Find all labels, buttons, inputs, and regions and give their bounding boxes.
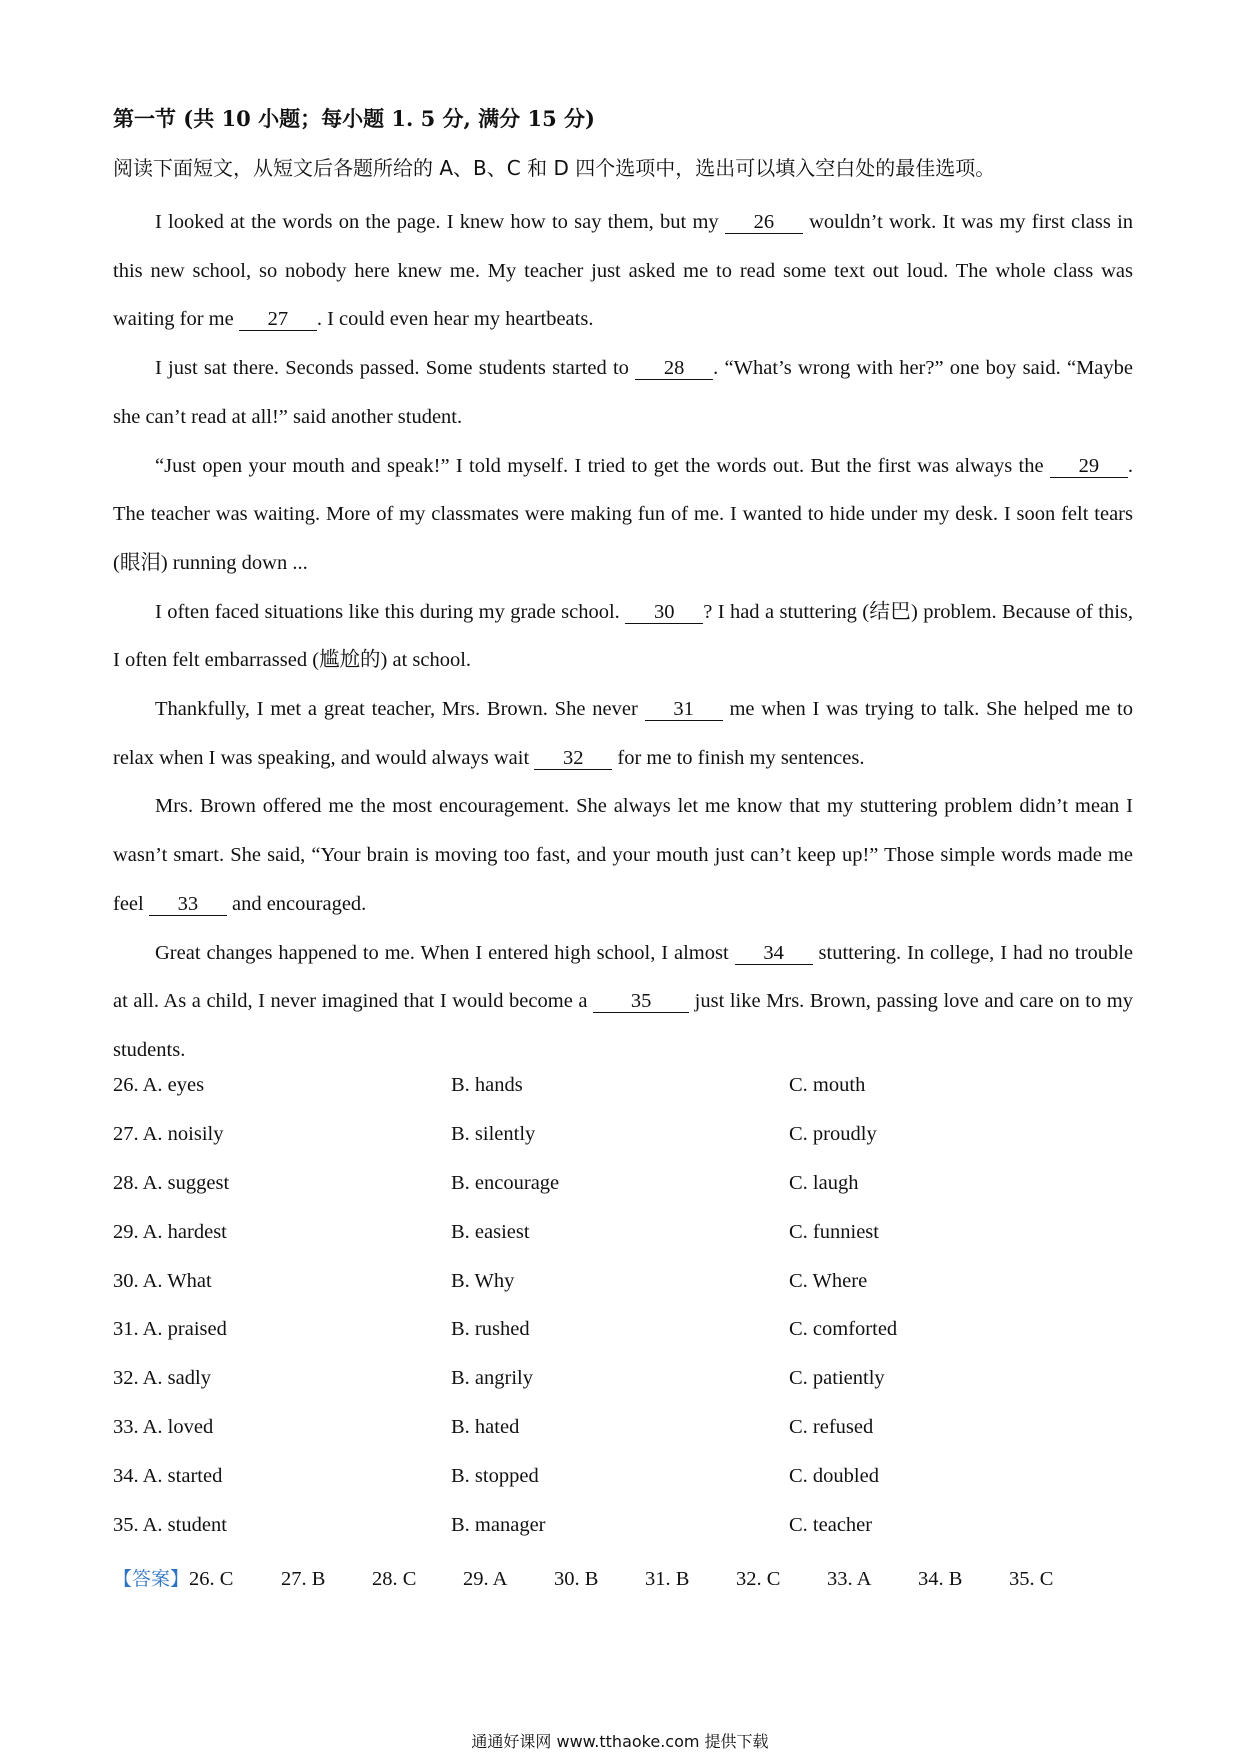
paragraph-text: and encouraged. [231, 892, 367, 915]
answer-33: 33. A [827, 1568, 872, 1590]
option-b: B. Why [451, 1269, 515, 1292]
option-b: B. hated [451, 1416, 520, 1439]
answer-29: 29. A [463, 1568, 508, 1590]
option-c: C. comforted [789, 1318, 898, 1341]
blank-35: 35 [593, 990, 689, 1013]
option-a: 30. A. What [113, 1269, 212, 1292]
option-a: 26. A. eyes [113, 1074, 205, 1096]
paragraph-6 [113, 782, 1133, 928]
cloze-passage [113, 198, 1133, 1075]
option-a: 35. A. student [113, 1514, 227, 1537]
question-29-options [113, 1221, 1133, 1270]
option-c: C. refused [789, 1416, 874, 1439]
paragraph-text: Mrs. Brown offered me the most encouragement. She always let me know that my stuttering problem didn’t mean I wasn’t smart. She said, “Your brain is moving too fast, and your mouth just can’t keep up!” Those simple words made me feel [113, 795, 1133, 915]
answer-options [113, 1074, 1133, 1563]
option-b: B. silently [451, 1122, 536, 1145]
option-c: C. teacher [789, 1514, 873, 1537]
paragraph-text: Great changes happened to me. When I entered high school, I almost [155, 941, 729, 964]
blank-29: 29 [1050, 455, 1128, 478]
blank-32: 32 [534, 747, 612, 770]
answer-label: 【答案】 [113, 1568, 190, 1590]
option-a: 29. A. hardest [113, 1220, 227, 1243]
paragraph-text: I looked at the words on the page. I knew how to say them, but my [155, 211, 719, 233]
option-c: C. laugh [789, 1171, 859, 1194]
question-33-options [113, 1416, 1133, 1465]
answer-34: 34. B [918, 1568, 963, 1590]
paragraph-2 [113, 344, 1133, 441]
blank-26: 26 [725, 211, 803, 234]
paragraph-text: Thankfully, I met a great teacher, Mrs. Brown. She never [155, 698, 638, 721]
answer-35: 35. C [1009, 1568, 1054, 1590]
question-35-options [113, 1514, 1133, 1563]
blank-27: 27 [239, 308, 317, 331]
option-a: 33. A. loved [113, 1416, 214, 1439]
question-34-options [113, 1465, 1133, 1514]
answer-32: 32. C [736, 1568, 781, 1590]
option-b: B. encourage [451, 1171, 560, 1194]
blank-33: 33 [149, 893, 227, 916]
paragraph-text: wouldn’t work. It was my first class in this new school, so nobody here knew me. My teacher just asked me to read some text out loud. The whole class was waiting for me [113, 211, 1134, 331]
question-32-options [113, 1367, 1133, 1416]
paragraph-text: . I could even hear my heartbeats. [316, 308, 594, 331]
answer-26: 26. C [189, 1568, 234, 1590]
option-a: 28. A. suggest [113, 1171, 230, 1194]
paragraph-text: I often faced situations like this during my grade school. [155, 600, 620, 623]
section-title: 第一节 (共 10 小题；每小题 1. 5 分, 满分 15 分) [113, 106, 595, 131]
paragraph-text: ? I had a stuttering (结巴) problem. Because of this, I often felt embarrassed (尴尬的) at school. [113, 600, 1133, 672]
paragraph-text: stuttering. In college, I had no trouble at all. As a child, I never imagined that I would become a [113, 941, 1133, 1013]
paragraph-1 [113, 198, 1133, 344]
paragraph-text: . The teacher was waiting. More of my classmates were making fun of me. I wanted to hide under my desk. I soon felt tears (眼泪) running down ... [113, 454, 1133, 574]
option-a: 34. A. started [113, 1465, 223, 1488]
option-c: C. mouth [789, 1074, 866, 1096]
question-31-options [113, 1318, 1133, 1367]
blank-30: 30 [625, 601, 703, 624]
answer-27: 27. B [281, 1568, 326, 1590]
option-b: B. easiest [451, 1220, 530, 1243]
answer-28: 28. C [372, 1568, 417, 1590]
paragraph-text: for me to finish my sentences. [617, 746, 865, 769]
paragraph-text: . “What’s wrong with her?” one boy said. “Maybe she can’t read at all!” said another student. [113, 357, 1133, 428]
option-b: B. angrily [451, 1367, 533, 1390]
paragraph-text: “Just open your mouth and speak!” I told myself. I tried to get the words out. But the first was always the [155, 454, 1044, 477]
option-c: C. doubled [789, 1465, 879, 1488]
question-28-options [113, 1172, 1133, 1221]
paragraph-3 [113, 442, 1133, 588]
blank-28: 28 [635, 357, 713, 380]
answer-key [113, 1564, 1053, 1591]
option-a: 27. A. noisily [113, 1122, 224, 1145]
option-b: B. stopped [451, 1465, 539, 1488]
option-a: 32. A. sadly [113, 1367, 211, 1390]
paragraph-text: I just sat there. Seconds passed. Some students started to [155, 357, 629, 380]
answer-30: 30. B [554, 1568, 599, 1590]
paragraph-5 [113, 685, 1133, 782]
option-c: C. proudly [789, 1122, 877, 1145]
option-c: C. Where [789, 1269, 868, 1292]
instruction: 阅读下面短文，从短文后各题所给的 A、B、C 和 D 四个选项中，选出可以填入空白处的最佳选项。 [113, 156, 996, 180]
option-b: B. manager [451, 1514, 546, 1537]
blank-31: 31 [645, 698, 723, 721]
answer-31: 31. B [645, 1568, 690, 1590]
footer-watermark: 通通好课网 www.tthaoke.com 提供下载 [471, 1732, 769, 1751]
question-26-options [113, 1074, 1133, 1123]
paragraph-4 [113, 588, 1133, 685]
paragraph-7 [113, 929, 1133, 1075]
option-c: C. funniest [789, 1220, 879, 1243]
blank-34: 34 [735, 942, 813, 965]
paragraph-text: just like Mrs. Brown, passing love and care on to my students. [113, 990, 1133, 1061]
option-c: C. patiently [789, 1367, 885, 1390]
paragraph-text: me when I was trying to talk. She helped me to relax when I was speaking, and would always wait [113, 698, 1133, 769]
option-a: 31. A. praised [113, 1318, 227, 1341]
question-30-options [113, 1270, 1133, 1319]
question-27-options [113, 1123, 1133, 1172]
option-b: B. hands [451, 1074, 523, 1096]
option-b: B. rushed [451, 1318, 530, 1341]
